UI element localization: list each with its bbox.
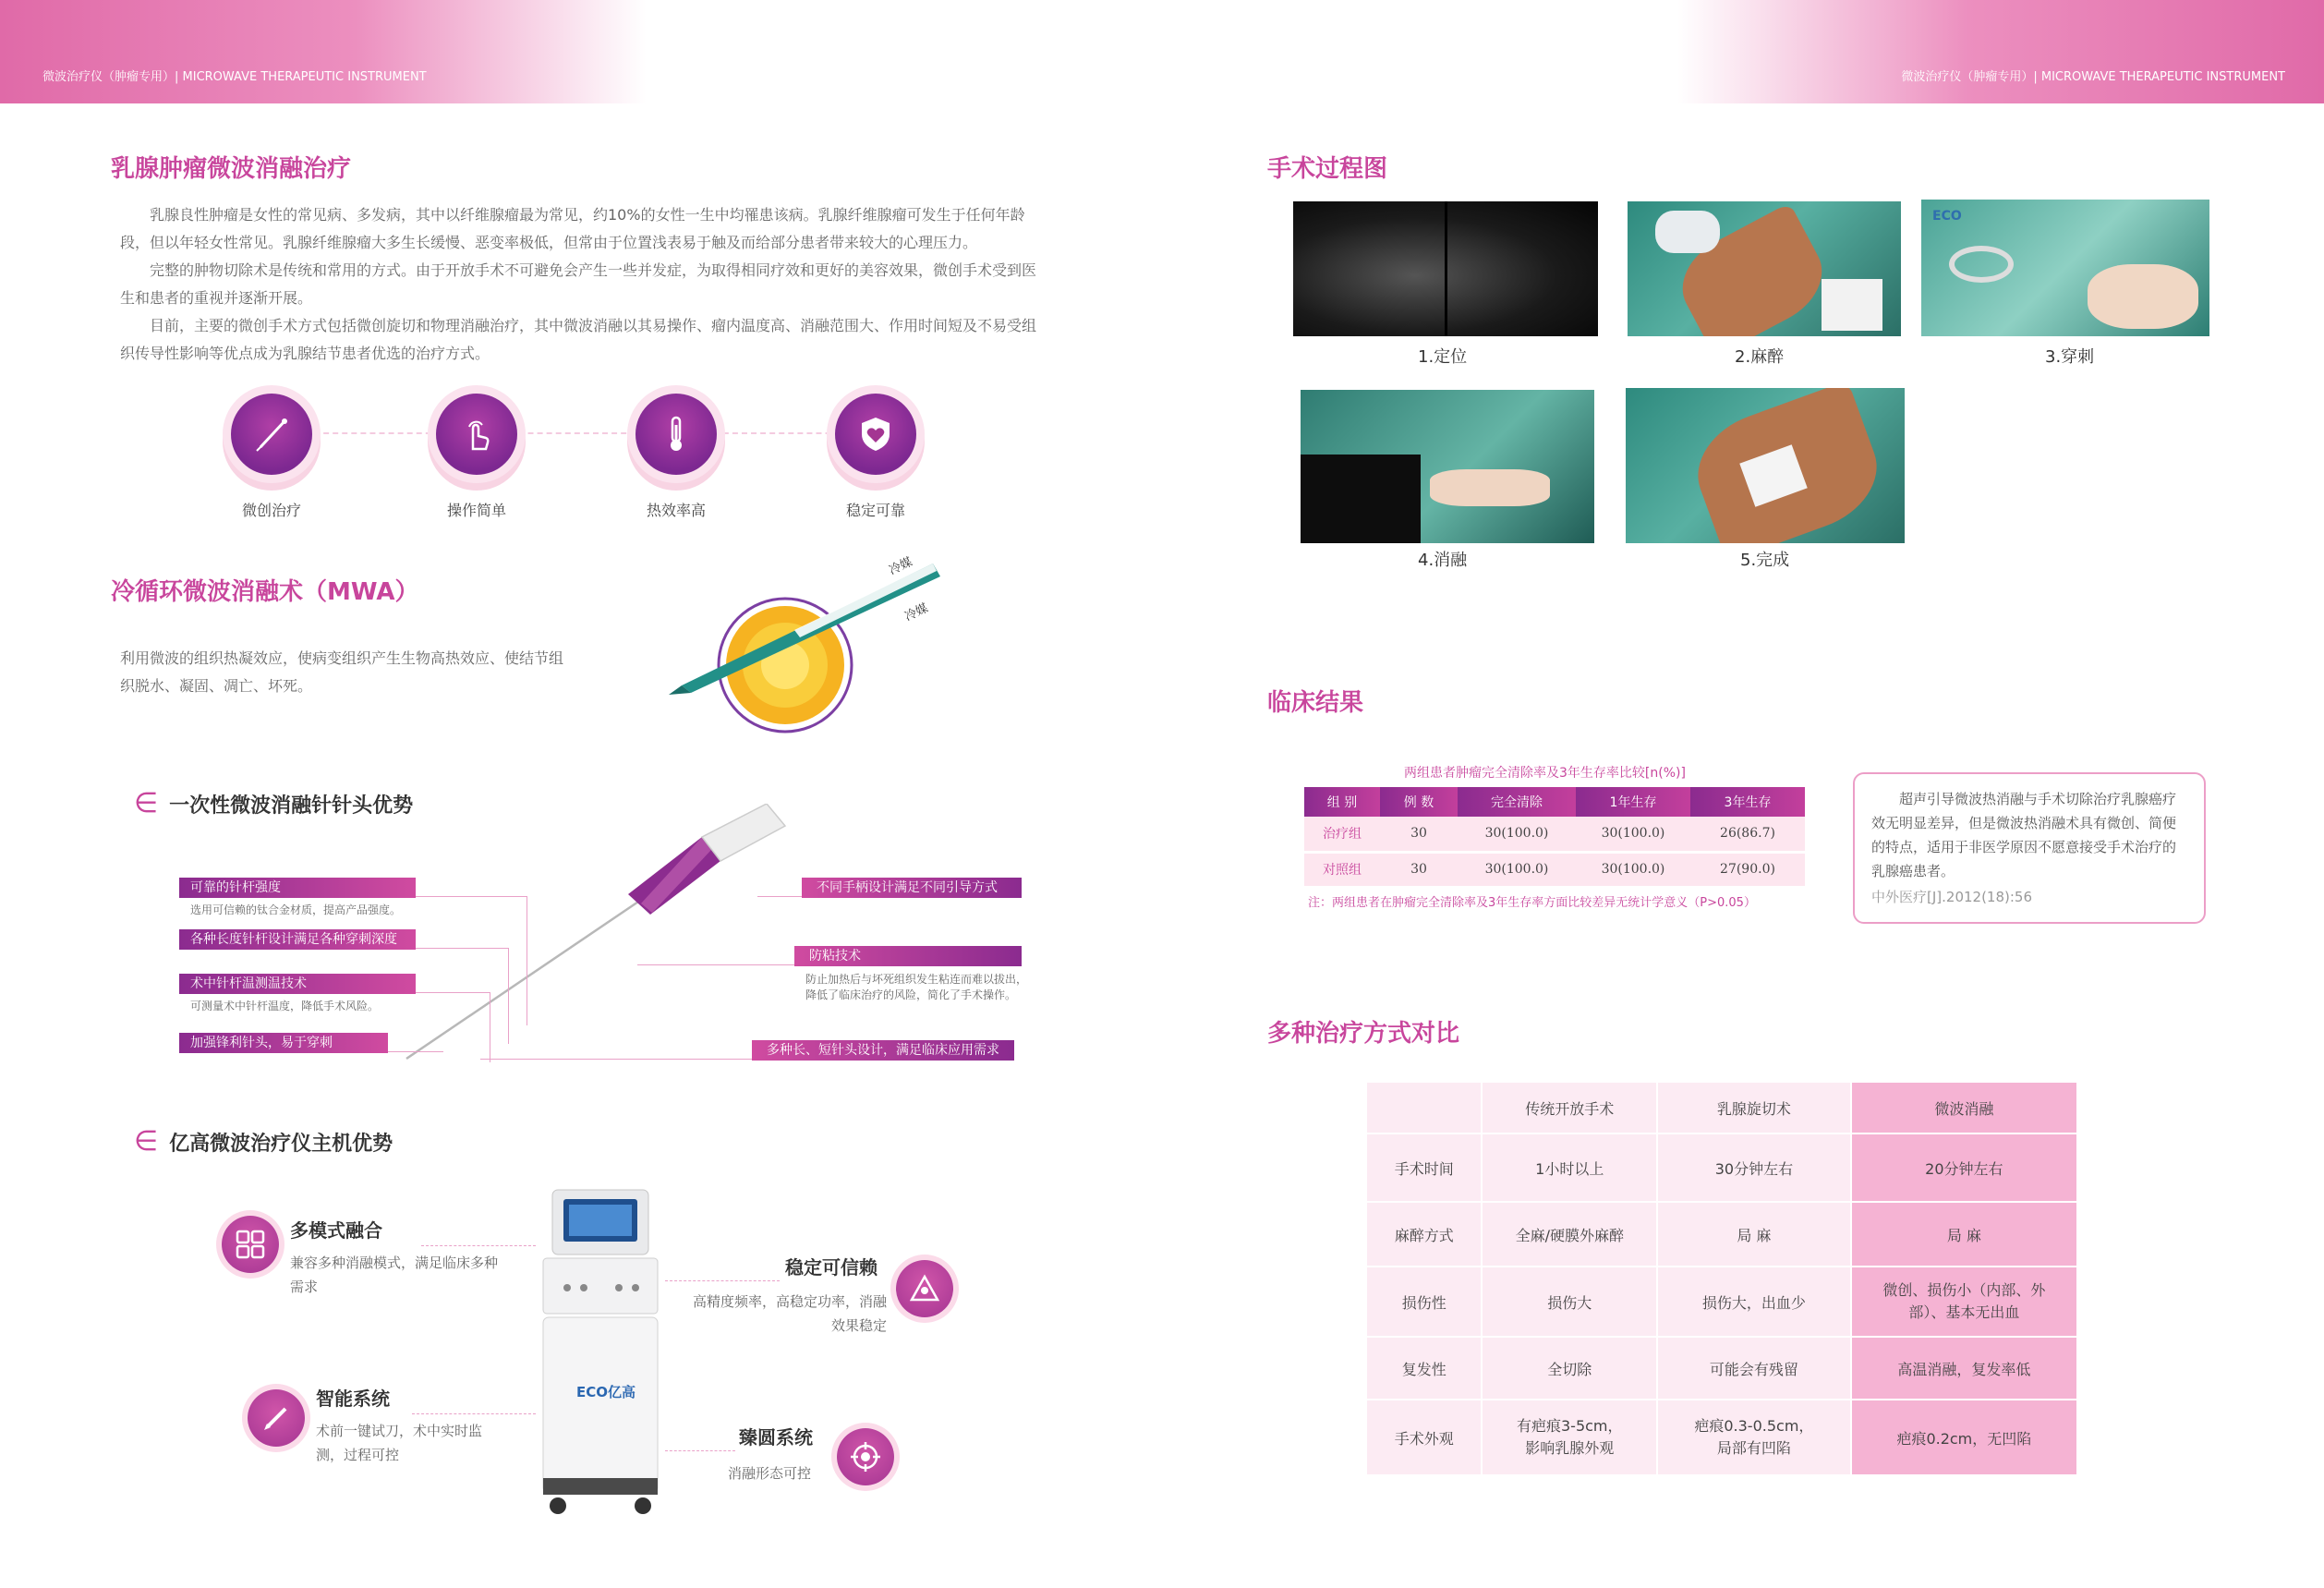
table-cell: 30(100.0) <box>1458 817 1576 852</box>
header-text-right: 微波治疗仪（肿瘤专用）| MICROWAVE THERAPEUTIC INSTRUMENT <box>1901 70 2285 84</box>
table-cell: 微创、损伤小（内部、外部）、基本无出血 <box>1851 1267 2077 1337</box>
intro-text <box>120 201 1044 368</box>
table-cell: 可能会有残留 <box>1657 1337 1851 1400</box>
clinical-table-caption: 两组患者肿瘤完全清除率及3年生存率比较[n(%)] <box>1404 766 1686 781</box>
eco-logo-icon: ∈ <box>134 1125 159 1158</box>
needle-feature-tag: 不同手柄设计满足不同引导方式 <box>802 878 1022 898</box>
needle-icon <box>231 394 312 475</box>
host-feature-desc: 高精度频率，高稳定功率，消融效果稳定 <box>693 1293 888 1334</box>
comparison-title: 多种治疗方式对比 <box>1267 1020 1460 1048</box>
feature-easy-operation <box>403 394 551 520</box>
table-cell: 有疤痕3-5cm，影响乳腺外观 <box>1482 1400 1657 1475</box>
feature-label: 操作简单 <box>446 502 506 519</box>
leader-line <box>665 1450 735 1451</box>
needle-feature-tag: 多种长、短针头设计，满足临床应用需求 <box>752 1040 1014 1061</box>
table-row <box>1366 1202 2077 1267</box>
table-cell: 1小时以上 <box>1482 1133 1657 1202</box>
table-cell: 局 麻 <box>1657 1202 1851 1267</box>
triangle-network-icon <box>896 1260 953 1317</box>
host-title: ∈ 亿高微波治疗仪主机优势 <box>134 1125 393 1158</box>
table-cell: 损伤性 <box>1366 1267 1482 1337</box>
needle-feature-desc: 可测量术中针杆温度，降低手术风险。 <box>190 1000 380 1012</box>
clinical-quote-box <box>1853 772 2206 924</box>
leader-line <box>416 948 508 949</box>
needle-illustration <box>397 804 813 1062</box>
leader-line <box>757 896 802 897</box>
host-feature-desc: 术前一键试刀，术中实时监测，过程可控 <box>316 1423 483 1463</box>
table-cell: 高温消融，复发率低 <box>1851 1337 2077 1400</box>
table-cell: 30 <box>1380 817 1458 852</box>
feature-label: 热效率高 <box>646 502 706 519</box>
header-text-left: 微波治疗仪（肿瘤专用）| MICROWAVE THERAPEUTIC INSTRUMENT <box>42 70 427 84</box>
leader-line <box>421 1245 536 1246</box>
column-header: 乳腺旋切术 <box>1657 1082 1851 1133</box>
feature-minimally-invasive <box>198 394 345 520</box>
host-feature-label: 臻圆系统 <box>739 1426 813 1449</box>
column-header: 组 别 <box>1304 787 1380 817</box>
table-cell: 麻醉方式 <box>1366 1202 1482 1267</box>
table-cell: 全麻/硬膜外麻醉 <box>1482 1202 1657 1267</box>
table-row <box>1366 1400 2077 1475</box>
needle-feature-desc: 选用可信赖的钛合金材质，提高产品强度。 <box>190 903 402 916</box>
target-icon <box>837 1428 894 1485</box>
table-cell: 局 麻 <box>1851 1202 2077 1267</box>
table-cell: 30(100.0) <box>1576 852 1690 887</box>
clinical-table <box>1304 787 1805 889</box>
table-cell: 30分钟左右 <box>1657 1133 1851 1202</box>
intro-paragraph: 乳腺良性肿瘤是女性的常见病、多发病，其中以纤维腺瘤最为常见，约10%的女性一生中均罹患该病。乳腺纤维腺瘤可发生于任何年龄段，但以年轻女性常见。乳腺纤维腺瘤大多生长缓慢、恶变率极低，但常由于位置浅表易于触及而给部分患者带来较大的心理压力。 <box>120 206 1025 251</box>
thermometer-icon <box>635 394 717 475</box>
table-cell: 复发性 <box>1366 1337 1482 1400</box>
procedure-photo-anesthesia <box>1628 201 1901 336</box>
procedure-title: 手术过程图 <box>1267 155 1388 183</box>
needle-feature-tag: 可靠的针杆强度 <box>179 878 416 898</box>
procedure-step-label: 4.消融 <box>1418 551 1468 570</box>
needle-feature-tag: 防粘技术 <box>794 946 1022 966</box>
column-header: 传统开放手术 <box>1482 1082 1657 1133</box>
table-header-row <box>1304 787 1805 817</box>
leader-line <box>388 1051 443 1052</box>
clinical-quote-source: 中外医疗[J].2012(18):56 <box>1871 889 2033 905</box>
table-cell: 30 <box>1380 852 1458 887</box>
column-header: 例 数 <box>1380 787 1458 817</box>
table-cell: 损伤大，出血少 <box>1657 1267 1851 1337</box>
feature-label: 微创治疗 <box>241 502 301 519</box>
column-header: 3年生存 <box>1690 787 1805 817</box>
procedure-step-label: 1.定位 <box>1418 347 1468 367</box>
procedure-photo-puncture: ECO <box>1921 200 2209 336</box>
table-cell: 手术时间 <box>1366 1133 1482 1202</box>
column-header: 微波消融 <box>1851 1082 2077 1133</box>
clinical-note: 注：两组患者在肿瘤完全清除率及3年生存率方面比较差异无统计学意义（P>0.05） <box>1308 896 1756 910</box>
host-feature-desc: 消融形态可控 <box>728 1465 812 1482</box>
feature-label: 稳定可靠 <box>845 502 905 519</box>
table-cell: 26(86.7) <box>1690 817 1805 852</box>
table-cell: 疤痕0.2cm，无凹陷 <box>1851 1400 2077 1475</box>
leader-line <box>508 948 509 1044</box>
table-cell: 27(90.0) <box>1690 852 1805 887</box>
mwa-title: 冷循环微波消融术（MWA） <box>111 578 419 606</box>
table-cell: 30(100.0) <box>1458 852 1576 887</box>
procedure-step-label: 5.完成 <box>1740 551 1790 570</box>
table-cell: 疤痕0.3-0.5cm，局部有凹陷 <box>1657 1400 1851 1475</box>
host-device-illustration <box>536 1184 665 1517</box>
procedure-step-label: 3.穿刺 <box>2045 347 2095 367</box>
intro-paragraph: 目前，主要的微创手术方式包括微创旋切和物理消融治疗，其中微波消融以其易操作、瘤内温度高、消融范围大、作用时间短及不易受组织传导性影响等优点成为乳腺结节患者优选的治疗方式。 <box>120 317 1037 362</box>
mwa-text: 利用微波的组织热凝效应，使病变组织产生生物高热效应、使结节组织脱水、凝固、凋亡、坏死。 <box>120 649 564 695</box>
header-bar-right <box>1677 0 2324 103</box>
table-cell: 手术外观 <box>1366 1400 1482 1475</box>
table-row <box>1304 852 1805 887</box>
feature-stable-reliable <box>802 394 950 520</box>
procedure-photo-ablation <box>1301 390 1594 543</box>
table-cell: 损伤大 <box>1482 1267 1657 1337</box>
host-feature-label: 多模式融合 <box>290 1219 382 1242</box>
eco-logo-icon: ∈ <box>134 787 159 819</box>
leader-line <box>637 964 794 965</box>
column-header: 1年生存 <box>1576 787 1690 817</box>
needle-feature-tag: 加强锋利针头，易于穿刺 <box>179 1033 388 1053</box>
table-row <box>1366 1133 2077 1202</box>
host-feature-desc: 兼容多种消融模式，满足临床多种需求 <box>290 1255 499 1295</box>
pen-icon <box>248 1389 305 1447</box>
clinical-title: 临床结果 <box>1267 689 1364 717</box>
leader-line <box>665 1280 780 1281</box>
table-cell: 全切除 <box>1482 1337 1657 1400</box>
table-row <box>1304 817 1805 852</box>
procedure-photo-positioning <box>1293 201 1598 336</box>
leader-line <box>412 1413 536 1414</box>
coolant-out-label: 冷媒 <box>902 601 931 624</box>
leader-line <box>416 992 490 993</box>
shield-heart-icon <box>835 394 916 475</box>
grid-icon <box>222 1216 279 1273</box>
header-bar-left <box>0 0 647 103</box>
intro-title: 乳腺肿瘤微波消融治疗 <box>111 155 352 183</box>
column-header: 完全清除 <box>1458 787 1576 817</box>
needle-feature-tag: 各种长度针杆设计满足各种穿刺深度 <box>179 929 416 950</box>
procedure-step-label: 2.麻醉 <box>1735 347 1785 367</box>
host-feature-label: 稳定可信赖 <box>785 1256 878 1279</box>
table-cell: 30(100.0) <box>1576 817 1690 852</box>
table-row <box>1366 1267 2077 1337</box>
feature-high-thermal-efficiency <box>602 394 750 520</box>
leader-line <box>480 1059 752 1060</box>
needle-feature-tag: 术中针杆温测温技术 <box>179 974 416 994</box>
table-header-row <box>1366 1082 2077 1133</box>
leader-line <box>416 896 527 897</box>
procedure-photo-complete <box>1626 388 1905 543</box>
mwa-illustration <box>665 554 961 739</box>
table-cell: 20分钟左右 <box>1851 1133 2077 1202</box>
intro-paragraph: 完整的肿物切除术是传统和常用的方式。由于开放手术不可避免会产生一些并发症，为取得相同疗效和更好的美容效果，微创手术受到医生和患者的重视并逐渐开展。 <box>120 261 1037 307</box>
touch-hand-icon <box>436 394 517 475</box>
host-feature-label: 智能系统 <box>316 1388 390 1410</box>
device-brand-label: ECO亿高 <box>576 1384 636 1400</box>
table-row <box>1366 1337 2077 1400</box>
column-header <box>1366 1082 1482 1133</box>
needle-feature-desc: 防止加热后与坏死组织发生粘连而难以拔出，降低了临床治疗的风险，简化了手术操作。 <box>805 973 1028 1001</box>
table-cell: 对照组 <box>1304 852 1380 887</box>
coolant-in-label: 冷媒 <box>887 555 915 578</box>
table-cell: 治疗组 <box>1304 817 1380 852</box>
needle-title: ∈ 一次性微波消融针针头优势 <box>134 787 414 819</box>
clinical-quote-text: 超声引导微波热消融与手术切除治疗乳腺癌疗效无明显差异，但是微波热消融术具有微创、简便的特点，适用于非医学原因不愿意接受手术治疗的乳腺癌患者。 <box>1871 791 2177 879</box>
comparison-table <box>1365 1081 2078 1476</box>
